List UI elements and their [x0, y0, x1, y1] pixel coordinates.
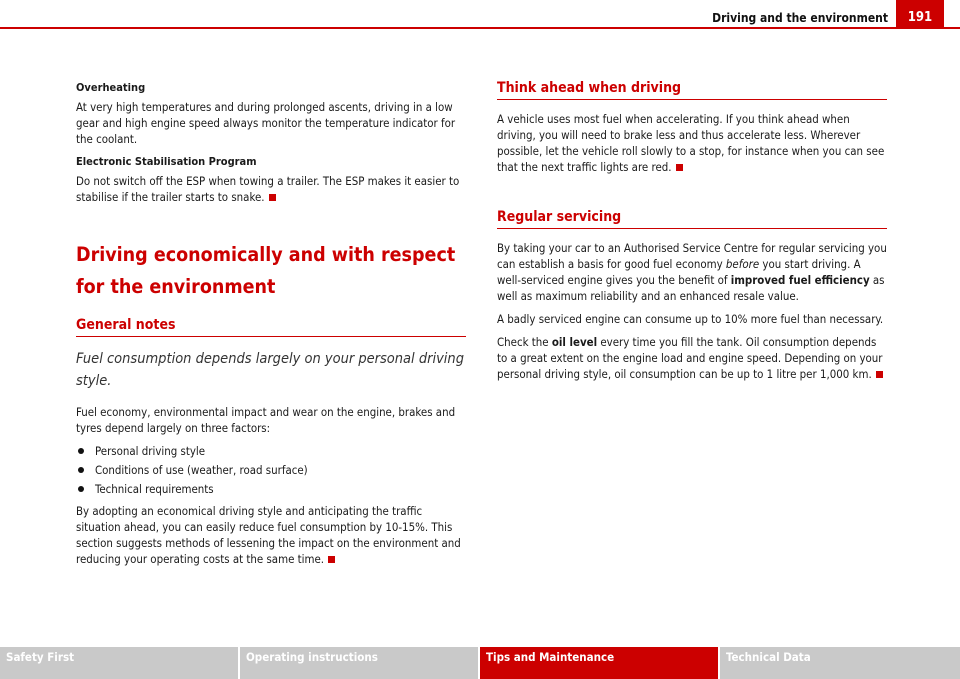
header-rule	[0, 27, 960, 29]
tab-tips-and-maintenance[interactable]: Tips and Maintenance	[480, 647, 720, 679]
servicing-paragraph-2: A badly serviced engine can consume up to 10% more fuel than necessary.	[497, 312, 884, 326]
overheating-text: At very high temperatures and during prolonged ascents, driving in a low gear and high engine speed always monitor the temperature indicator for the coolant.	[76, 100, 456, 146]
general-notes-intro: Fuel consumption depends largely on your personal driving style.	[76, 351, 464, 389]
page-number: 191	[896, 0, 944, 29]
servicing-bold: improved fuel efficiency	[730, 273, 870, 287]
servicing-text: Check the	[497, 335, 552, 349]
servicing-paragraph-1	[497, 240, 887, 304]
section-end-icon	[676, 164, 683, 171]
tab-safety-first[interactable]: Safety First	[0, 647, 240, 679]
chapter-title: Driving economically and with respect for the environment	[76, 243, 456, 298]
think-ahead-paragraph	[497, 111, 887, 175]
tab-technical-data[interactable]: Technical Data	[720, 647, 960, 679]
closing-text: By adopting an economical driving style and anticipating the traffic situation ahead, you can easily reduce fuel consumption by 10-15%. This section suggests methods of lessening the impact on the environment and reducing your operating costs at the same time.	[76, 504, 461, 566]
regular-servicing-heading: Regular servicing	[497, 209, 887, 229]
bullet-icon	[78, 486, 84, 492]
think-ahead-heading: Think ahead when driving	[497, 80, 887, 100]
general-notes-text: Fuel economy, environmental impact and wear on the engine, brakes and tyres depend largely on three factors:	[76, 405, 456, 435]
list-item	[76, 443, 466, 459]
list-item	[76, 481, 466, 497]
esp-paragraph	[76, 173, 466, 205]
section-end-icon	[269, 194, 276, 201]
bullet-icon	[78, 448, 84, 454]
list-item	[76, 462, 466, 478]
think-ahead-text: A vehicle uses most fuel when accelerating. If you think ahead when driving, you will need to brake less and thus accelerate less. Wherever possible, let the vehicle roll slowly to a stop, for instance when you can see that the next traffic lights are red.	[497, 112, 885, 174]
servicing-text: every time you fill the tank. Oil consumption depends to a great extent on the engine load and engine speed. Depending on your personal driving style, oil consumption can be up to 1 litre per 1,000 km.	[497, 335, 883, 381]
factors-list	[76, 443, 466, 497]
esp-heading: Electronic Stabilisation Program	[76, 155, 257, 168]
servicing-paragraph-3	[497, 334, 887, 382]
footer-nav	[0, 647, 960, 679]
general-notes-heading: General notes	[76, 317, 466, 337]
closing-paragraph	[76, 503, 466, 567]
tab-operating-instructions[interactable]: Operating instructions	[240, 647, 480, 679]
servicing-bold: oil level	[551, 335, 598, 349]
section-end-icon	[328, 556, 335, 563]
list-item-text: Conditions of use (weather, road surface)	[95, 463, 308, 477]
servicing-text: By taking your car to an Authorised Service Centre for regular servicing you can establish a basis for good fuel economy	[497, 241, 887, 271]
list-item-text: Personal driving style	[95, 444, 206, 458]
page-header	[0, 0, 960, 30]
bullet-icon	[78, 467, 84, 473]
overheating-heading: Overheating	[76, 81, 146, 94]
header-title: Driving and the environment	[712, 11, 888, 25]
servicing-text: as well as maximum reliability and an enhanced resale value.	[497, 273, 885, 303]
list-item-text: Technical requirements	[95, 482, 214, 496]
servicing-emphasis: before	[725, 257, 760, 271]
section-end-icon	[876, 371, 883, 378]
left-column	[76, 80, 466, 574]
servicing-text: you start driving. A well-serviced engine gives you the benefit of	[497, 257, 861, 287]
esp-text: Do not switch off the ESP when towing a trailer. The ESP makes it easier to stabilise if the trailer starts to snake.	[76, 174, 460, 204]
right-column	[497, 80, 887, 389]
